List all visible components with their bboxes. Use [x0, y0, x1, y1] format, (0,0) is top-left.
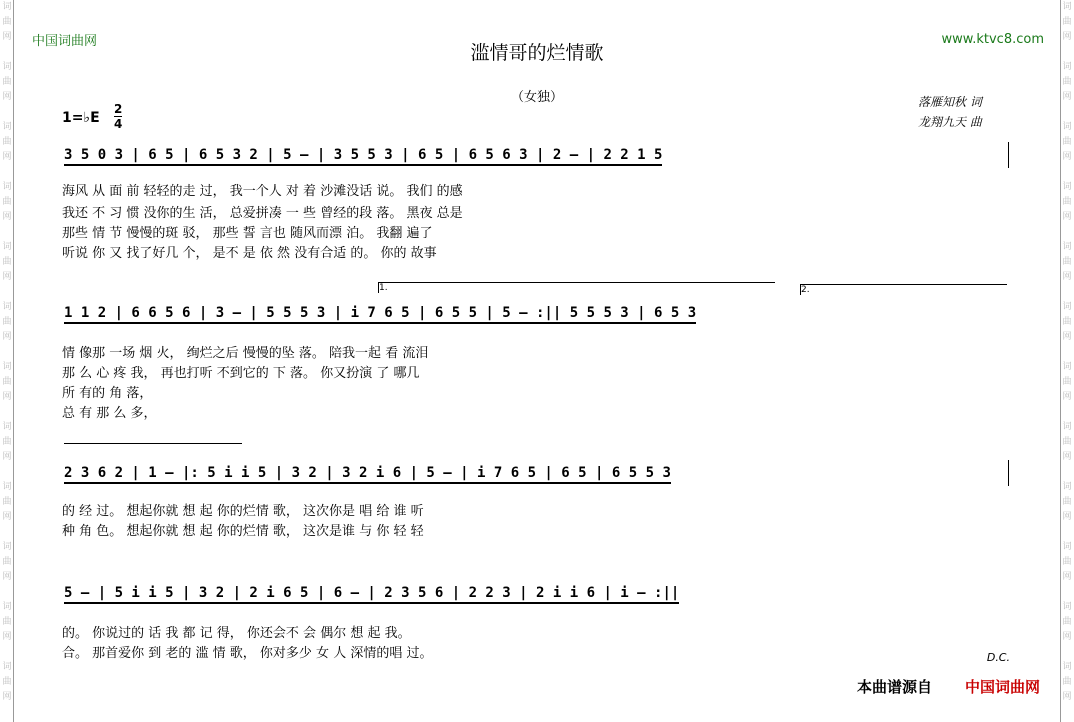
lyric-line: 的 经 过。 想起你就 想 起 你的烂情 歌， 这次你是 唱 给 谁 听	[62, 504, 424, 519]
side-watermark-char: 曲	[2, 17, 12, 27]
song-subtitle: （女独）	[510, 90, 563, 105]
side-watermark-char: 网	[1062, 392, 1072, 402]
lyric-line: 那 么 心 疼 我， 再也打听 不到它的 下 落。 你又扮演 了 哪几	[62, 366, 420, 381]
side-watermark-char: 曲	[1062, 77, 1072, 87]
time-top: 2	[114, 102, 123, 116]
side-watermark-char: 网	[2, 32, 12, 42]
lyric-line: 种 角 色。 想起你就 想 起 你的烂情 歌， 这次是谁 与 你 轻 轻	[62, 524, 424, 539]
lyric-line: 海风 从 面 前 轻轻的走 过， 我一个人 对 着 沙滩没话 说。 我们 的感	[62, 184, 463, 199]
side-watermark-char: 曲	[2, 137, 12, 147]
side-watermark-char: 曲	[2, 197, 12, 207]
side-watermark-char: 词	[2, 2, 12, 12]
side-watermark-char: 网	[1062, 332, 1072, 342]
side-watermark-char: 网	[2, 272, 12, 282]
side-watermark-char: 词	[2, 422, 12, 432]
notation-line: 3 5 0 3 | 6 5 | 6 5 3 2 | 5 – | 3 5 5 3 | 6 5 | 6 5 6 3 | 2 – | 2 2 1 5	[64, 146, 662, 166]
barline	[1008, 142, 1009, 168]
side-watermark-char: 曲	[1062, 557, 1072, 567]
side-watermark-char: 曲	[1062, 17, 1072, 27]
side-watermark-char: 网	[1062, 512, 1072, 522]
side-watermark-char: 网	[2, 452, 12, 462]
side-watermark-char: 曲	[1062, 257, 1072, 267]
volta-continuation	[64, 443, 242, 454]
side-watermark-char: 词	[1062, 602, 1072, 612]
side-watermark-char: 曲	[2, 677, 12, 687]
side-watermark-right	[1060, 0, 1074, 722]
side-watermark-char: 网	[1062, 212, 1072, 222]
side-watermark-char: 网	[1062, 272, 1072, 282]
side-watermark-char: 网	[1062, 632, 1072, 642]
side-watermark-char: 网	[2, 392, 12, 402]
composer-credit: 龙翔九天 曲	[918, 115, 982, 129]
side-watermark-char: 词	[2, 242, 12, 252]
side-watermark-char: 词	[1062, 422, 1072, 432]
side-watermark-char: 词	[2, 482, 12, 492]
side-watermark-char: 曲	[2, 557, 12, 567]
side-watermark-char: 曲	[1062, 617, 1072, 627]
side-watermark-char: 网	[2, 332, 12, 342]
notation-line: 5 – | 5 i i 5 | 3 2 | 2 i 6 5 | 6 – | 2 3 5 6 | 2 2 3 | 2 i i 6 | i – :||	[64, 584, 679, 604]
side-watermark-char: 曲	[2, 437, 12, 447]
side-watermark-char: 网	[1062, 32, 1072, 42]
notation-line: 1 1 2 | 6 6 5 6 | 3 – | 5 5 5 3 | i 7 6 5 | 6 5 5 | 5 – :|| 5 5 5 3 | 6 5 3	[64, 304, 696, 324]
side-watermark-char: 词	[2, 362, 12, 372]
side-watermark-char: 曲	[1062, 677, 1072, 687]
side-watermark-char: 词	[2, 122, 12, 132]
side-watermark-char: 曲	[2, 377, 12, 387]
side-watermark-char: 曲	[2, 257, 12, 267]
song-title: 滥情哥的烂情歌	[470, 42, 604, 64]
side-watermark-char: 曲	[2, 317, 12, 327]
lyric-line: 总 有 那 么 多，	[62, 406, 157, 421]
lyric-line: 的。 你说过的 话 我 都 记 得， 你还会不 会 偶尔 想 起 我。	[62, 626, 411, 641]
left-edge-line	[13, 0, 14, 722]
volta-second-ending	[800, 284, 1007, 295]
side-watermark-char: 词	[2, 62, 12, 72]
lyric-line: 情 像那 一场 烟 火， 绚烂之后 慢慢的坠 落。 陪我一起 看 流泪	[62, 346, 429, 361]
side-watermark-char: 词	[1062, 242, 1072, 252]
side-watermark-char: 词	[1062, 362, 1072, 372]
lyric-line: 听说 你 又 找了好几 个， 是不 是 依 然 没有合适 的。 你的 故事	[62, 246, 437, 261]
brand-left[interactable]: 中国词曲网	[32, 34, 98, 49]
side-watermark-char: 网	[1062, 452, 1072, 462]
side-text	[0, 0, 14, 720]
side-watermark-char: 词	[2, 602, 12, 612]
side-watermark-char: 网	[2, 92, 12, 102]
side-watermark-char: 词	[2, 302, 12, 312]
side-watermark-char: 词	[1062, 122, 1072, 132]
side-watermark-char: 词	[1062, 2, 1072, 12]
side-watermark-char: 网	[2, 572, 12, 582]
da-capo-mark: D.C.	[986, 651, 1010, 664]
footer-source-label: 本曲谱源自	[856, 678, 932, 696]
volta-label: 2.	[801, 285, 810, 295]
side-watermark-char: 网	[2, 512, 12, 522]
side-watermark-char: 曲	[2, 617, 12, 627]
notation-line: 2 3 6 2 | 1 – |: 5 i i 5 | 3 2 | 3 2 i 6 | 5 – | i 7 6 5 | 6 5 | 6 5 5 3	[64, 464, 671, 484]
footer-site-link[interactable]: 中国词曲网	[964, 678, 1040, 696]
brand-right[interactable]: www.ktvc8.com	[941, 32, 1044, 47]
time-bottom: 4	[114, 117, 123, 131]
side-watermark-char: 曲	[1062, 137, 1072, 147]
side-watermark-char: 曲	[1062, 497, 1072, 507]
lyric-line: 我还 不 习 惯 没你的生 活， 总爱拼凑 一 些 曾经的段 落。 黑夜 总是	[62, 206, 463, 221]
side-watermark-char: 词	[1062, 542, 1072, 552]
side-watermark-char: 曲	[1062, 197, 1072, 207]
side-watermark-char: 曲	[1062, 377, 1072, 387]
side-watermark-char: 曲	[1062, 437, 1072, 447]
side-watermark-char: 网	[2, 212, 12, 222]
lyricist-credit: 落雁知秋 词	[918, 95, 982, 109]
side-watermark-char: 网	[1062, 572, 1072, 582]
lyric-line: 合。 那首爱你 到 老的 滥 情 歌， 你对多少 女 人 深情的唱 过。	[62, 646, 433, 661]
volta-label: 1.	[379, 283, 388, 293]
side-watermark-char: 词	[1062, 482, 1072, 492]
side-watermark-char: 网	[1062, 152, 1072, 162]
right-edge-line	[1060, 0, 1061, 722]
side-watermark-char: 词	[1062, 662, 1072, 672]
side-watermark-char: 曲	[2, 497, 12, 507]
lyric-line: 所 有的 角 落，	[62, 386, 153, 401]
side-watermark-left	[0, 0, 14, 722]
side-watermark-char: 网	[2, 692, 12, 702]
side-watermark-char: 词	[2, 542, 12, 552]
lyric-line: 那些 情 节 慢慢的斑 驳， 那些 誓 言也 随风而漂 泊。 我翻 遍了	[62, 226, 433, 241]
side-watermark-char: 词	[2, 182, 12, 192]
side-watermark-char: 词	[2, 662, 12, 672]
side-watermark-char: 词	[1062, 302, 1072, 312]
side-watermark-char: 网	[1062, 692, 1072, 702]
volta-first-ending	[378, 282, 775, 293]
side-text	[1060, 0, 1074, 720]
side-watermark-char: 网	[1062, 92, 1072, 102]
side-watermark-char: 词	[1062, 62, 1072, 72]
side-watermark-char: 网	[2, 152, 12, 162]
key-signature: 1=♭E	[62, 110, 100, 126]
barline	[1008, 460, 1009, 486]
time-signature	[114, 102, 122, 131]
side-watermark-char: 曲	[2, 77, 12, 87]
side-watermark-char: 词	[1062, 182, 1072, 192]
side-watermark-char: 网	[2, 632, 12, 642]
side-watermark-char: 曲	[1062, 317, 1072, 327]
